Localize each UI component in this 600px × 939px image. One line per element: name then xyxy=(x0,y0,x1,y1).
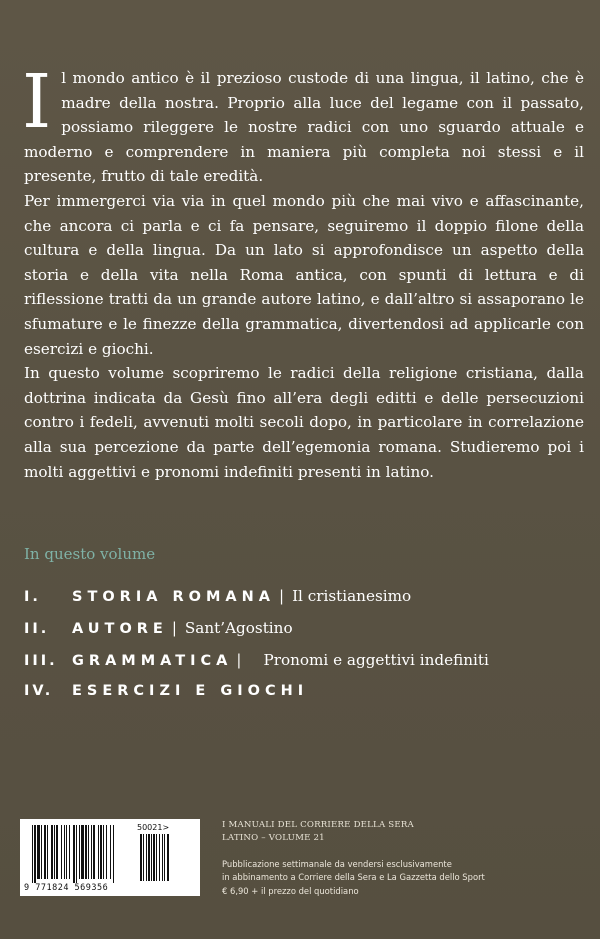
item-category: AUTORE xyxy=(72,621,168,637)
item-separator: | xyxy=(171,619,177,637)
item-number: I. xyxy=(24,589,41,605)
intro-paragraph-2: Per immergerci via via in quel mondo più che mai vivo e affascinante, che ancora ci parla e ci fa pensare, seguiremo il doppio filone della cultura e della lingua. Da un lato si approfondisce un aspetto della storia e della vita nella Roma antica, con spunti di lettura e di riflessione tratti da un grande autore latino, e dall’altro si assaporano le sfumature e le finezze della grammatica, divertendosi ad applicarle con esercizi e giochi. xyxy=(24,191,584,358)
item-separator: | xyxy=(279,587,285,605)
series-imprint xyxy=(222,819,414,845)
notice-line-1: Pubblicazione settimanale da vendersi esclusivamente xyxy=(222,859,452,869)
barcode-digits: 9 771824 569356 xyxy=(24,883,109,893)
barcode xyxy=(20,819,200,896)
contents-item-esercizi xyxy=(24,683,489,715)
contents-heading: In questo volume xyxy=(24,545,156,563)
item-subtitle: Sant’Agostino xyxy=(184,619,293,637)
notice-line-3: € 6,90 + il prezzo del quotidiano xyxy=(222,885,359,896)
item-number: II. xyxy=(24,621,50,637)
barcode-addon-number: 50021> xyxy=(137,823,170,832)
item-separator: | xyxy=(236,651,242,669)
series-line: I MANUALI DEL CORRIERE DELLA SERA xyxy=(222,820,414,830)
item-subtitle: Pronomi e aggettivi indefiniti xyxy=(263,651,489,669)
volume-line: LATINO – VOLUME 21 xyxy=(222,833,325,843)
intro-text xyxy=(22,59,584,484)
item-number: III. xyxy=(24,653,58,669)
item-number: IV. xyxy=(24,683,54,699)
item-subtitle: Il cristianesimo xyxy=(292,587,412,605)
item-category: STORIA ROMANA xyxy=(72,589,275,605)
contents-item-autore xyxy=(24,619,489,651)
drop-cap: I xyxy=(22,59,52,145)
contents-item-grammatica xyxy=(24,651,489,683)
intro-paragraph-3: In questo volume scopriremo le radici della religione cristiana, dalla dottrina indicata da Gesù fino all’era degli editti e delle persecuzioni contro i fedeli, avvenuti molti secoli dopo, in particolare in correlazione alla sua percezione da parte dell’egemonia romana. Studieremo poi i molti aggettivi e pronomi indefiniti presenti in latino. xyxy=(24,364,584,481)
notice-line-2: in abbinamento a Corriere della Sera e La Gazzetta dello Sport xyxy=(222,872,485,883)
item-category: ESERCIZI E GIOCHI xyxy=(72,683,309,699)
contents-item-storia-romana xyxy=(24,587,489,619)
intro-paragraph-1: Il mondo antico è il prezioso custode di una lingua, il latino, che è madre della nostra. Proprio alla luce del legame con il passato, possiamo rileggere le nostre radici con uno sguardo attuale e moderno e comprendere in maniera più completa noi stessi e il presente, frutto di tale eredità. xyxy=(22,59,584,186)
contents-list xyxy=(24,587,489,715)
publication-notice xyxy=(222,858,485,898)
item-category: GRAMMATICA xyxy=(72,653,233,669)
